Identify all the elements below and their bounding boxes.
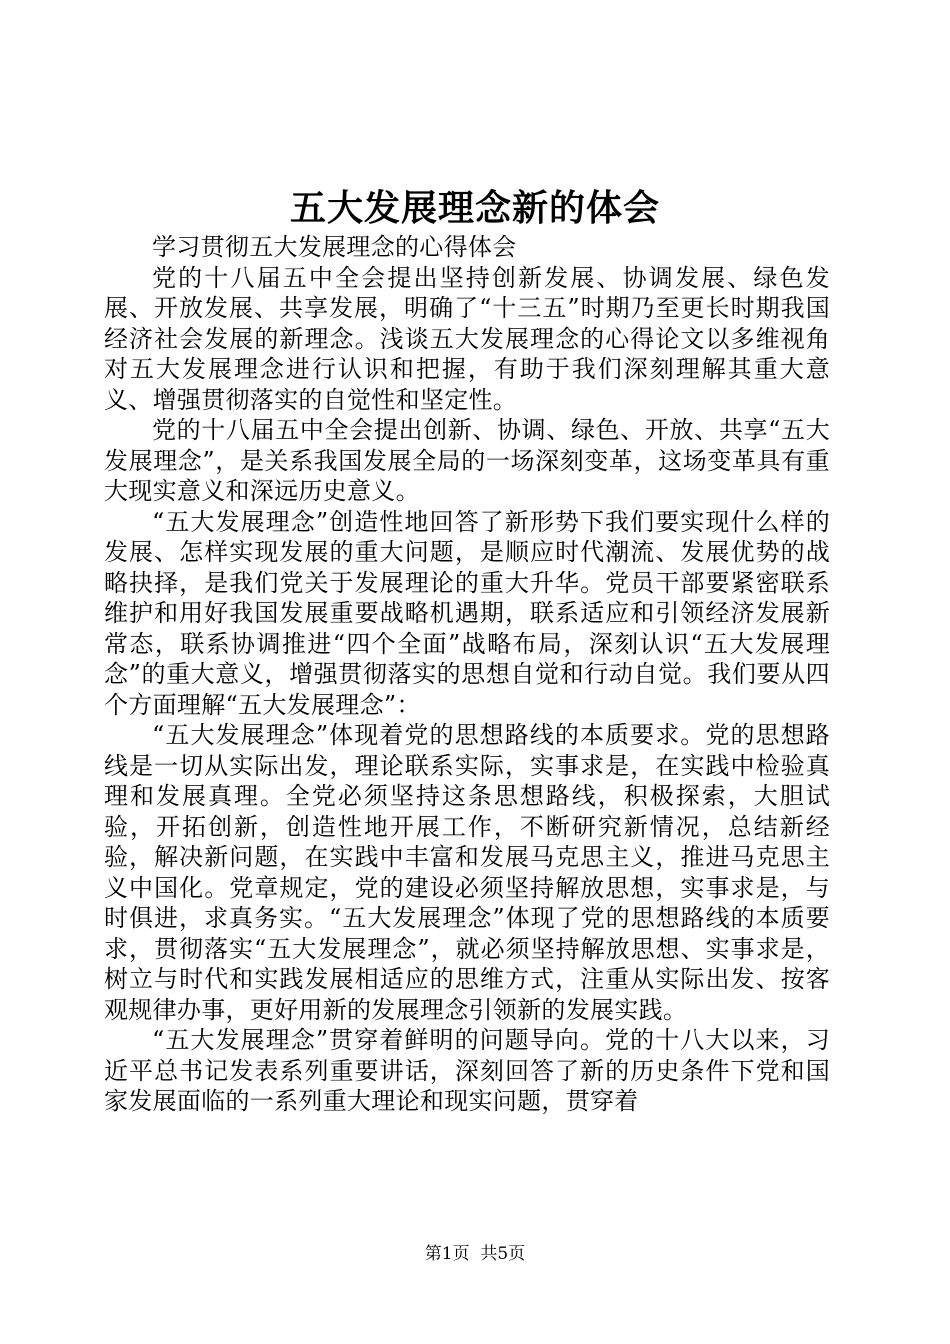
page-footer bbox=[0, 1242, 950, 1266]
paragraph: “五大发展理念”体现着党的思想路线的本质要求。党的思想路线是一切从实际出发，理论联系实际，实事求是，在实践中检验真理和发展真理。全党必须坚持这条思想路线，积极探索，大胆试验，开拓创新，创造性地开展工作，不断研究新情况，总结新经验，解决新问题，在实践中丰富和发展马克思主义，推进马克思主义中国化。党章规定，党的建设必须坚持解放思想，实事求是，与时俱进，求真务实。“五大发展理念”体现了党的思想路线的本质要求，贯彻落实“五大发展理念”，就必须坚持解放思想、实事求是，树立与时代和实践发展相适应的思维方式，注重从实际出发、按客观规律办事，更好用新的发展理念引领新的发展实践。 bbox=[104, 721, 830, 1024]
document-title: 五大发展理念新的体会 bbox=[289, 187, 660, 229]
page-total: 共5页 bbox=[480, 1244, 526, 1264]
paragraph: 党的十八届五中全会提出坚持创新发展、协调发展、绿色发展、开放发展、共享发展，明确了“十三五”时期乃至更长时期我国经济社会发展的新理念。浅谈五大发展理念的心得论文以多维视角对五大发展理念进行认识和把握，有助于我们深刻理解其重大意义、增强贯彻落实的自觉性和坚定性。 bbox=[104, 263, 830, 414]
paragraph: “五大发展理念”创造性地回答了新形势下我们要实现什么样的发展、怎样实现发展的重大问题，是顺应时代潮流、发展优势的战略抉择，是我们党关于发展理论的重大升华。党员干部要紧密联系维护和用好我国发展重要战略机遇期，联系适应和引领经济发展新常态，联系协调推进“四个全面”战略布局，深刻认识“五大发展理念”的重大意义，增强贯彻落实的思想自觉和行动自觉。我们要从四个方面理解“五大发展理念”： bbox=[104, 507, 830, 719]
paragraph: 学习贯彻五大发展理念的心得体会 bbox=[152, 233, 517, 261]
paragraph: “五大发展理念”贯穿着鲜明的问题导向。党的十八大以来，习近平总书记发表系列重要讲话，深刻回答了新的历史条件下党和国家发展面临的一系列重大理论和现实问题，贯穿着 bbox=[104, 1026, 830, 1115]
paragraph: 党的十八届五中全会提出创新、协调、绿色、开放、共享“五大发展理念”，是关系我国发展全局的一场深刻变革，这场变革具有重大现实意义和深远历史意义。 bbox=[104, 416, 830, 505]
document-body bbox=[104, 232, 830, 1117]
page-number: 第1页 bbox=[424, 1244, 470, 1264]
